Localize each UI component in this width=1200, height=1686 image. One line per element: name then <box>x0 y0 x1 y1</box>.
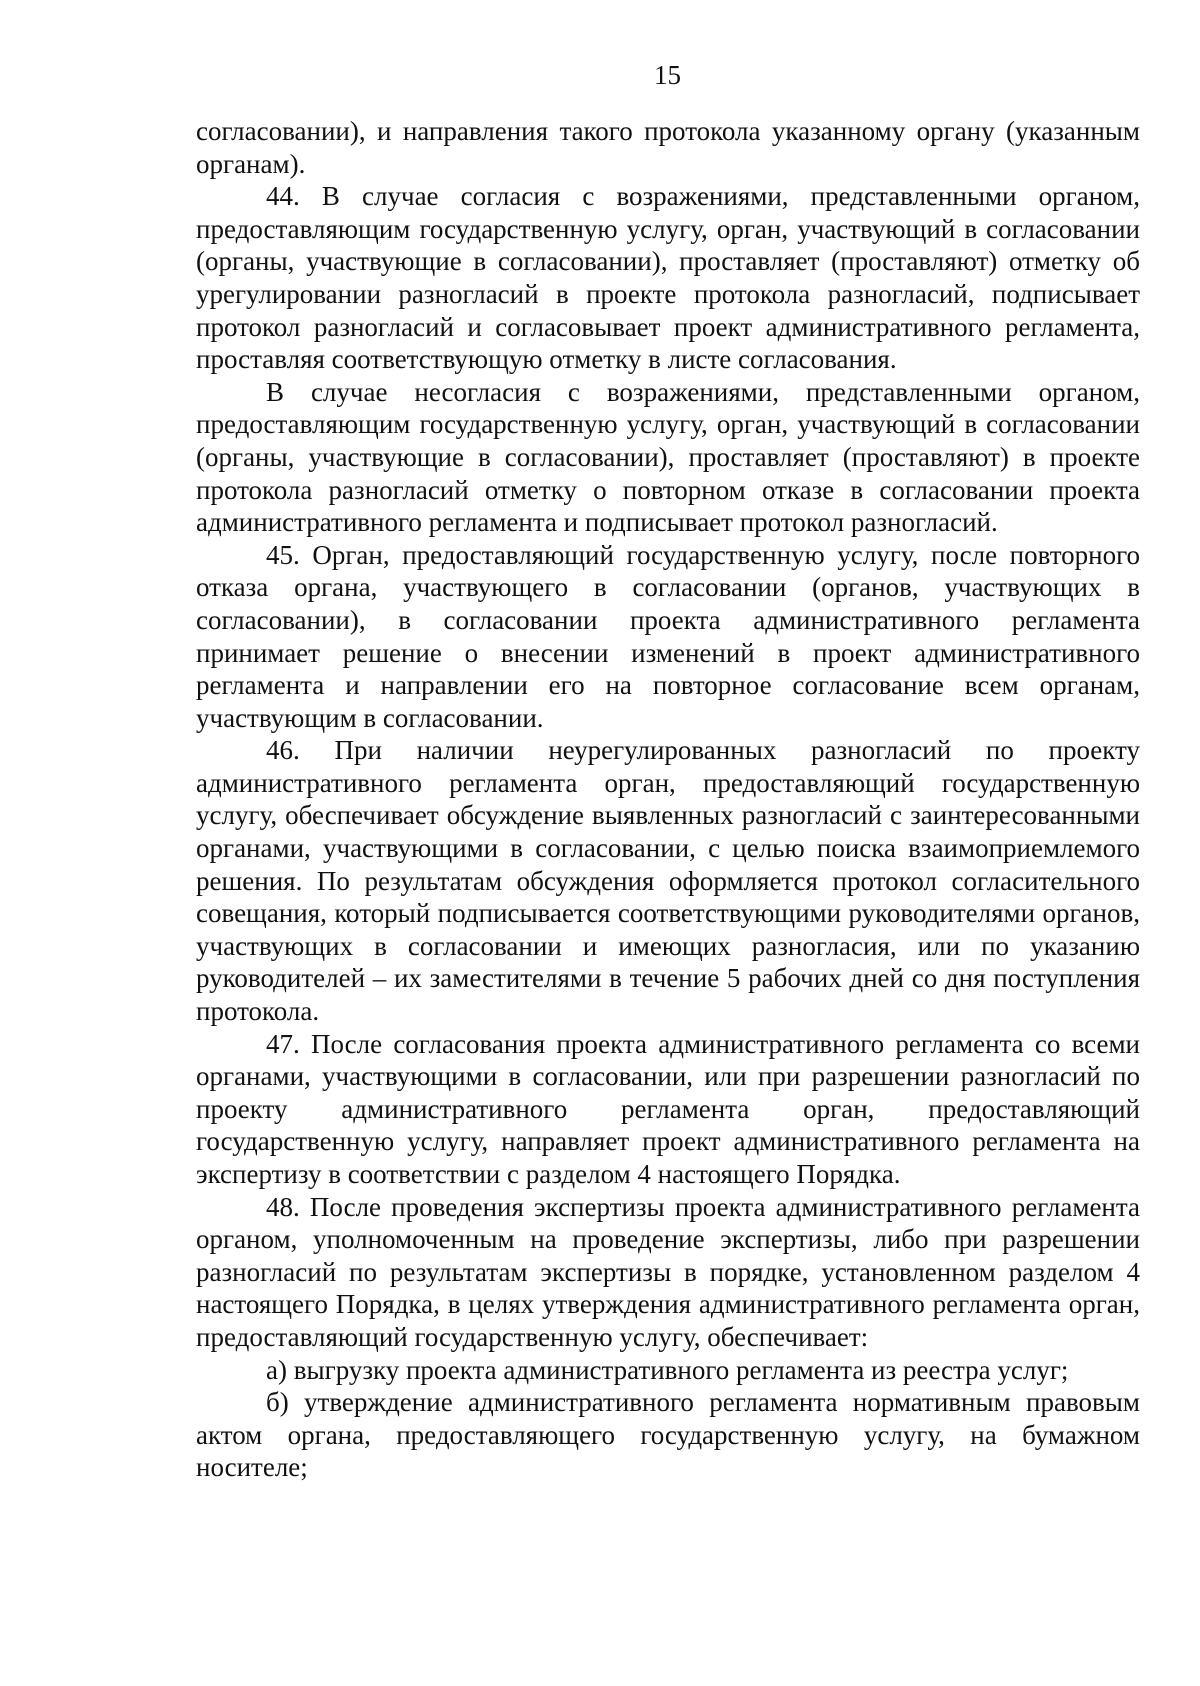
paragraph-48: 48. После проведения экспертизы проекта административного регламента органом, уполномоченным на проведение экспертизы, либо при разрешении разногласий по результатам экспертизы в порядке, установленном разделом 4 настоящего Порядка, в целях утверждения административного регламента орган, предоставляющий государственную услугу, обеспечивает: <box>196 1191 1140 1352</box>
paragraph-45: 45. Орган, предоставляющий государственную услугу, после повторного отказа органа, участвующего в согласовании (органов, участвующих в согласовании), в согласовании проекта административного регламента принимает решение о внесении изменений в проект административного регламента и направлении его на повторное согласование всем органам, участвующим в согласовании. <box>196 539 1140 733</box>
page-number: 15 <box>654 60 681 90</box>
paragraph-44-disagreement: В случае несогласия с возражениями, представленными органом, предоставляющим государственную услугу, орган, участвующий в согласовании (органы, участвующие в согласовании), проставляет (проставляют) в проекте протокола разногласий отметку о повторном отказе в согласовании проекта административного регламента и подписывает протокол разногласий. <box>196 376 1140 538</box>
paragraph-48-item-a: а) выгрузку проекта административного регламента из реестра услуг; <box>266 1354 1069 1385</box>
document-body <box>196 115 1140 1484</box>
paragraph-continuation: согласовании), и направления такого протокола указанному органу (указанным органам). <box>196 116 1140 179</box>
paragraph-47: 47. После согласования проекта административного регламента со всеми органами, участвующими в согласовании, или при разрешении разногласий по проекту административного регламента орган, предоставляющий государственную услугу, направляет проект административного регламента на экспертизу в соответствии с разделом 4 настоящего Порядка. <box>196 1028 1140 1189</box>
paragraph-44: 44. В случае согласия с возражениями, представленными органом, предоставляющим государственную услугу, орган, участвующий в согласовании (органы, участвующие в согласовании), проставляет (проставляют) отметку об урегулировании разногласий в проекте протокола разногласий, подписывает протокол разногласий и согласовывает проект административного регламента, проставляя соответствующую отметку в листе согласования. <box>196 181 1140 375</box>
paragraph-48-item-b: б) утверждение административного регламента нормативным правовым актом органа, предоставляющего государственную услугу, на бумажном носителе; <box>196 1387 1140 1483</box>
paragraph-46: 46. При наличии неурегулированных разногласий по проекту административного регламента орган, предоставляющий государственную услугу, обеспечивает обсуждение выявленных разногласий с заинтересованными органами, участвующими в согласовании, с целью поиска взаимоприемлемого решения. По результатам обсуждения оформляется протокол согласительного совещания, который подписывается соответствующими руководителями органов, участвующих в согласовании и имеющих разногласия, или по указанию руководителей – их заместителями в течение 5 рабочих дней со дня поступления протокола. <box>196 735 1140 1027</box>
